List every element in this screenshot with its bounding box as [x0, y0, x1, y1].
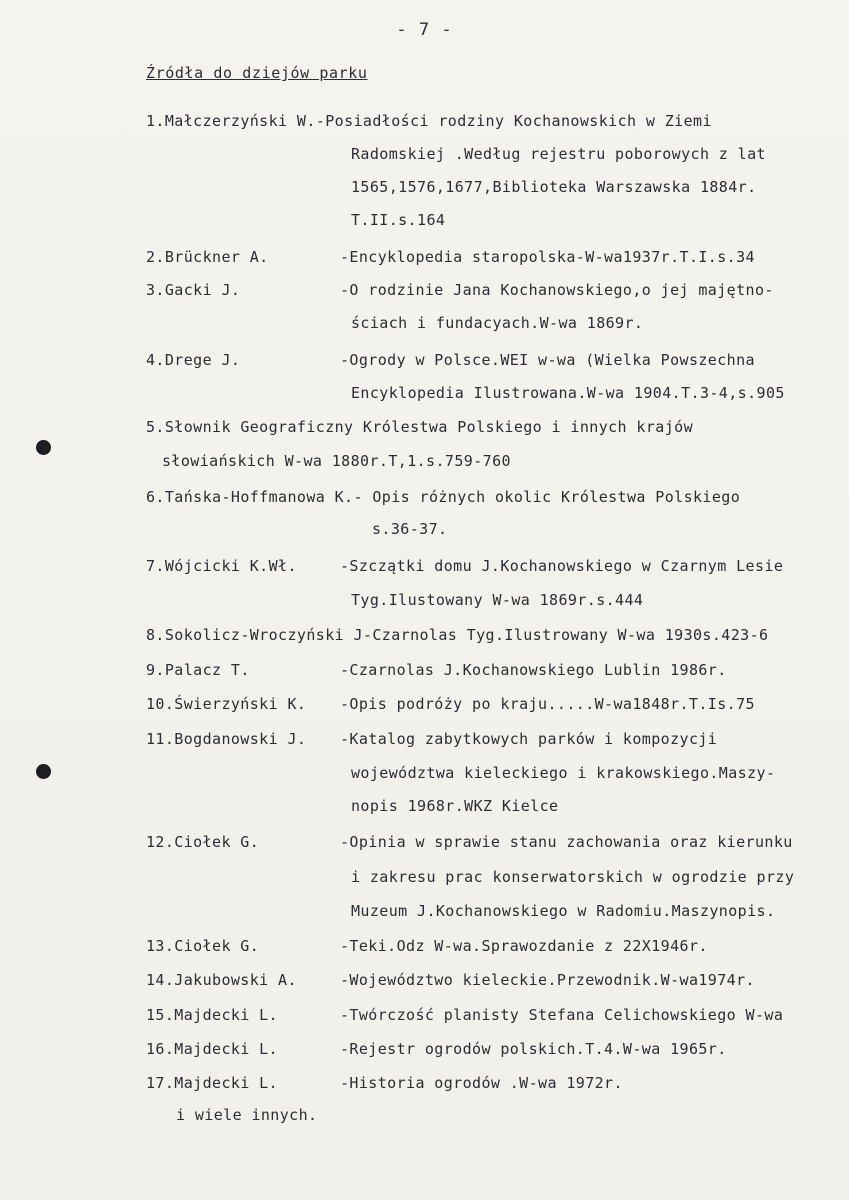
entry-16-number: 16.Majdecki L.	[146, 1040, 279, 1058]
entry-12-title: -Opinia w sprawie stanu zachowania oraz kierunku	[340, 833, 793, 851]
entry-14-number: 14.Jakubowski A.	[146, 971, 297, 989]
section-heading: Źródła do dziejów parku	[146, 64, 368, 82]
entry-12-line-2: i zakresu prac konserwatorskich w ogrodzie przy	[351, 868, 795, 886]
entry-11-title: -Katalog zabytkowych parków i kompozycji	[340, 730, 718, 748]
entry-12-number: 12.Ciołek G.	[146, 833, 260, 851]
entry-8-line: 8.Sokolicz-Wroczyński J-Czarnolas Tyg.Ilustrowany W-wa 1930s.423-6	[146, 626, 769, 644]
entry-16-title: -Rejestr ogrodów polskich.T.4.W-wa 1965r.	[340, 1040, 727, 1058]
entry-1-line-2: Radomskiej .Według rejestru poborowych z lat	[351, 145, 766, 163]
entry-11-line-2: województwa kieleckiego i krakowskiego.Maszy-	[351, 764, 776, 782]
entry-5-line-2: słowiańskich W-wa 1880r.T,1.s.759-760	[162, 452, 511, 470]
entry-4-line-2: Encyklopedia Ilustrowana.W-wa 1904.T.3-4,s.905	[351, 384, 785, 402]
punch-hole-top	[36, 440, 51, 455]
entry-15-number: 15.Majdecki L.	[146, 1006, 279, 1024]
entry-6-line-1: 6.Tańska-Hoffmanowa K.- Opis różnych okolic Królestwa Polskiego	[146, 488, 741, 506]
entry-9-title: -Czarnolas J.Kochanowskiego Lublin 1986r.	[340, 661, 727, 679]
entry-4-title: -Ogrody w Polsce.WEI w-wa (Wielka Powszechna	[340, 351, 755, 369]
entry-2-title: -Encyklopedia staropolska-W-wa1937r.T.I.s.34	[340, 248, 755, 266]
entry-12-line-3: Muzeum J.Kochanowskiego w Radomiu.Maszynopis.	[351, 902, 776, 920]
page-number: - 7 -	[396, 20, 453, 40]
entry-7-number: 7.Wójcicki K.Wł.	[146, 557, 297, 575]
entry-7-title: -Szczątki domu J.Kochanowskiego w Czarnym Lesie	[340, 557, 784, 575]
entry-6-line-2: s.36-37.	[372, 520, 448, 538]
entry-10-number: 10.Świerzyński K.	[146, 695, 307, 713]
entry-11-line-3: nopis 1968r.WKZ Kielce	[351, 797, 559, 815]
entry-13-number: 13.Ciołek G.	[146, 937, 260, 955]
entry-1-line-4: T.II.s.164	[351, 211, 446, 229]
entry-13-title: -Teki.Odz W-wa.Sprawozdanie z 22X1946r.	[340, 937, 708, 955]
closing-note: i wiele innych.	[176, 1106, 318, 1124]
entry-9-number: 9.Palacz T.	[146, 661, 250, 679]
entry-3-title: -O rodzinie Jana Kochanowskiego,o jej majętno-	[340, 281, 774, 299]
entry-1-line-3: 1565,1576,1677,Biblioteka Warszawska 1884r.	[351, 178, 757, 196]
entry-15-title: -Twórczość planisty Stefana Celichowskiego W-wa	[340, 1006, 784, 1024]
entry-1-label: 1.Małczerzyński W.-Posiadłości rodziny Kochanowskich w Ziemi	[146, 112, 712, 130]
entry-5-line-1: 5.Słownik Geograficzny Królestwa Polskiego i innych krajów	[146, 418, 693, 436]
entry-11-number: 11.Bogdanowski J.	[146, 730, 307, 748]
entry-17-title: -Historia ogrodów .W-wa 1972r.	[340, 1074, 623, 1092]
entry-2-number: 2.Brückner A.	[146, 248, 269, 266]
punch-hole-bottom	[36, 764, 51, 779]
entry-17-number: 17.Majdecki L.	[146, 1074, 279, 1092]
entry-10-title: -Opis podróży po kraju.....W-wa1848r.T.Is.75	[340, 695, 755, 713]
entry-14-title: -Województwo kieleckie.Przewodnik.W-wa1974r.	[340, 971, 755, 989]
entry-3-line-2: ściach i fundacyach.W-wa 1869r.	[351, 314, 644, 332]
entry-7-line-2: Tyg.Ilustowany W-wa 1869r.s.444	[351, 591, 644, 609]
entry-4-number: 4.Drege J.	[146, 351, 241, 369]
entry-3-number: 3.Gacki J.	[146, 281, 241, 299]
